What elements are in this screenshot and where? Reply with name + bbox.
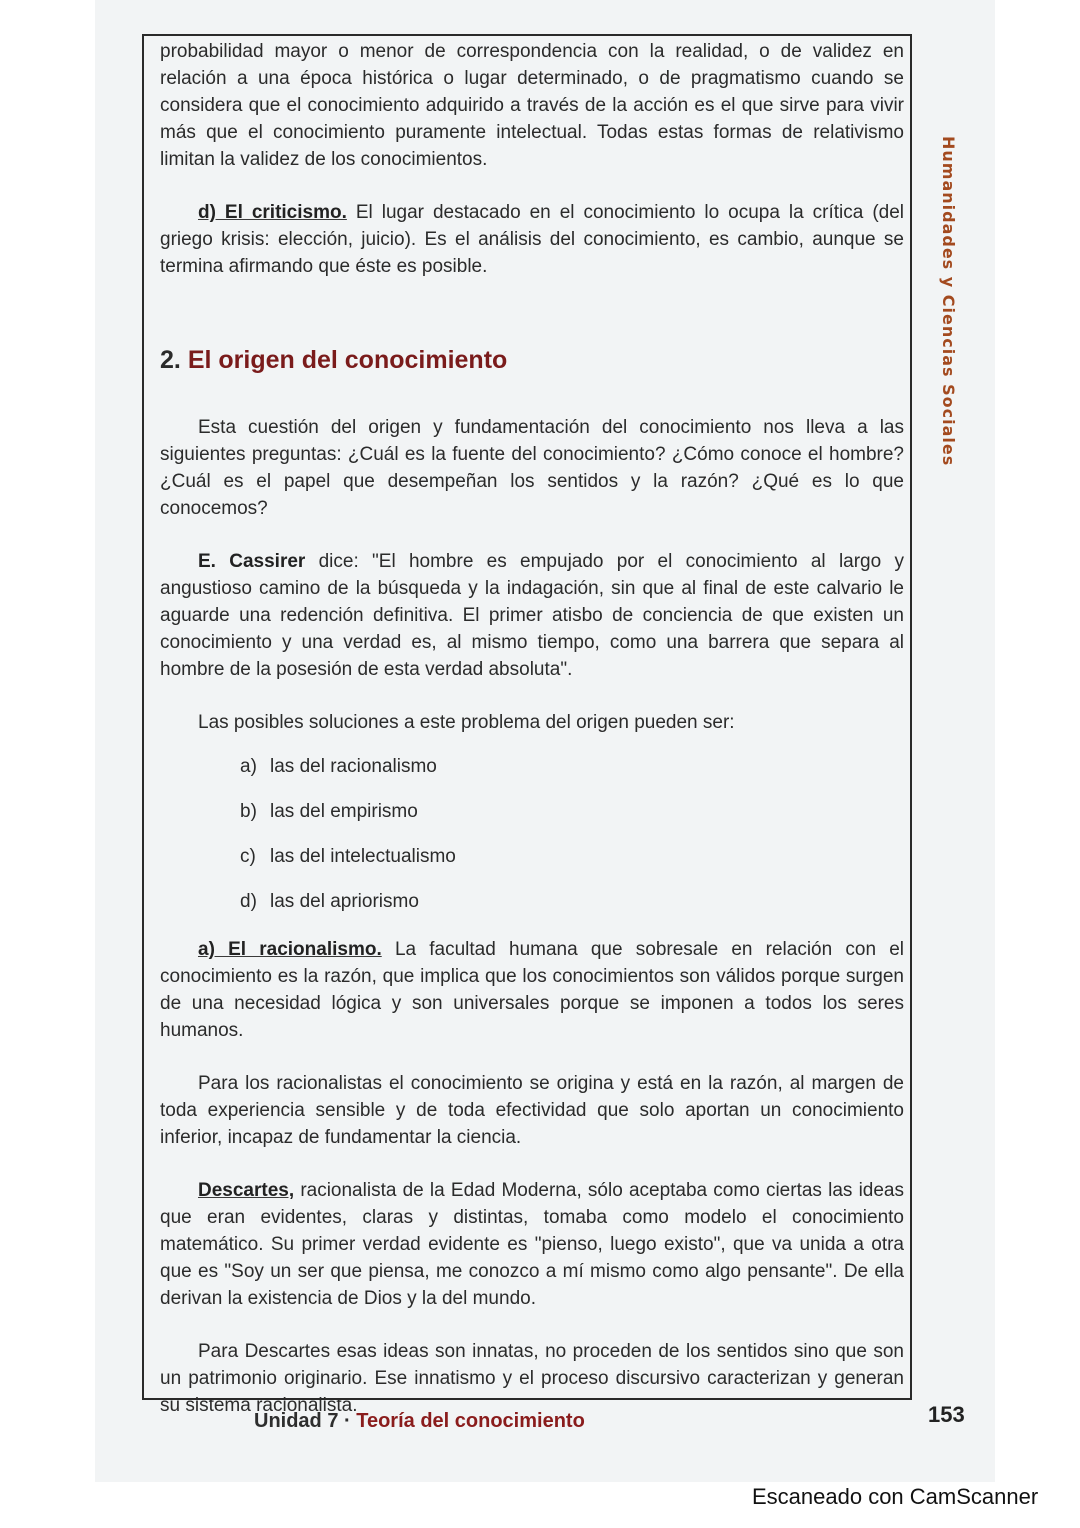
page-number: 153 [928,1402,965,1427]
page-body [160,38,904,1419]
paragraph-criticismo [160,199,904,280]
cassirer-author: E. Cassirer [198,551,306,572]
scanner-watermark: Escaneado con CamScanner [752,1484,1039,1509]
descartes-text: racionalista de la Edad Moderna, sólo aceptaba como ciertas las ideas que eran evidentes, claras y distintas, tomaba como modelo el conocimiento matemático. Su primer verdad evidente es "pienso, luego existo", que va unida a otra que es "Soy un ser que piensa, me conozco a mí mismo como algo pensante". De ella derivan la existencia de Dios y la del mundo. [160,1180,904,1309]
paragraph-relativismo: probabilidad mayor o menor de correspondencia con la realidad, o de validez en relación a una época histórica o lugar determinado, o de pragmatismo cuando se considera que el conocimiento adquirido a través de la acción es el que sirve para vivir más que el conocimiento puramente intelectual. Todas estas formas de relativismo limitan la validez de los conocimientos. [160,41,904,170]
section-heading [160,340,904,380]
footer-title: Teoría del conocimiento [356,1410,585,1432]
cassirer-quote: dice: "El hombre es empujado por el conocimiento al largo y angustioso camino de la búsqueda y la indagación, sin que al final de este calvario le aguarde una redención definitiva. El primer atisbo de conciencia de que existen un conocimiento y una verdad es, al mismo tiempo, como una barrera que separa al hombre de la posesión de esta verdad absoluta". [160,551,904,680]
paragraph-descartes [160,1177,904,1312]
racionalismo-text: La facultad humana que sobresale en relación con el conocimiento es la razón, que implica que los conocimientos son válidos porque surgen de una necesidad lógica y son universales porque se imponen a todos los seres humanos. [160,939,905,1041]
list-item: b) las del empirismo [240,801,418,822]
list-item: d) las del apriorismo [240,891,419,912]
descartes-name: Descartes, [198,1180,295,1201]
paragraph-racionalismo [160,936,904,1044]
paragraph-questions: Esta cuestión del origen y fundamentación del conocimiento nos lleva a las siguientes preguntas: ¿Cuál es la fuente del conocimiento? ¿Cómo conoce el hombre? ¿Cuál es el papel que desempeñan los sentidos y la razón? ¿Qué es lo que conocemos? [160,417,904,519]
criticismo-label: d) El criticismo. [198,202,347,223]
footer-unit: Unidad 7 · [254,1410,357,1432]
page-footer [254,1410,585,1433]
solutions-intro: Las posibles soluciones a este problema del origen pueden ser: [198,712,735,733]
list-item: c) las del intelectualismo [240,846,456,867]
criticismo-text: El lugar destacado en el conocimiento lo ocupa la crítica (del griego krisis: elección, juicio). Es el análisis del conocimiento, es cambio, aunque se termina afirmando que éste es posible. [160,202,905,277]
solutions-list [160,744,904,924]
subject-sidebar: Humanidades y Ciencias Sociales [939,136,958,467]
paragraph-innatas: Para Descartes esas ideas son innatas, no proceden de los sentidos sino que son un patrimonio originario. Ese innatismo y el proceso discursivo caracterizan y generan su sistema racionalista. [160,1341,904,1416]
racionalismo-label: a) El racionalismo. [198,939,382,960]
section-title: El origen del conocimiento [187,346,508,374]
paragraph-cassirer [160,548,904,683]
section-number: 2. [160,346,181,374]
list-item: a) las del racionalismo [240,756,437,777]
paragraph-racionalistas: Para los racionalistas el conocimiento se origina y está en la razón, al margen de toda experiencia sensible y de toda efectividad que solo aportan un conocimiento inferior, incapaz de fundamentar la ciencia. [160,1073,904,1148]
